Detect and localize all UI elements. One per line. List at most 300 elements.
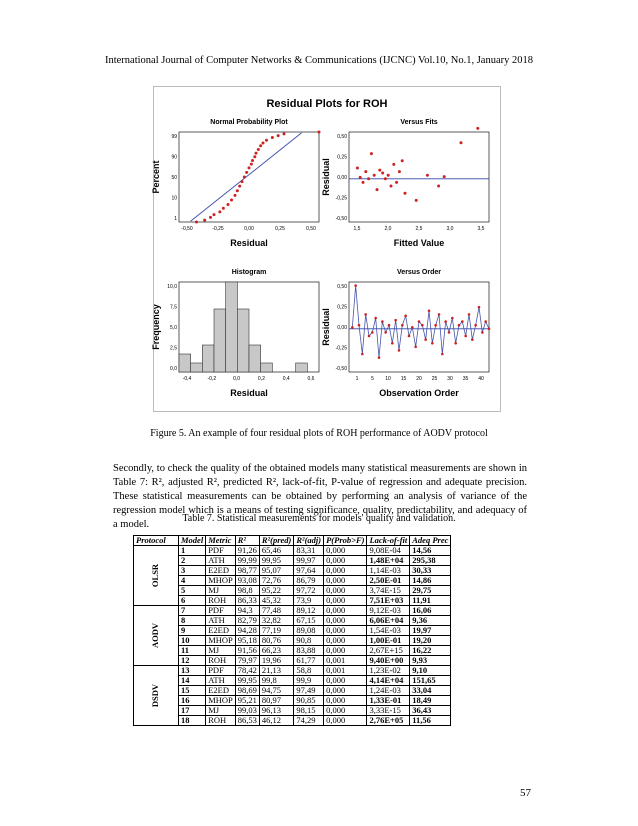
data-point: [222, 207, 225, 210]
table-cell: 16,22: [410, 646, 451, 656]
table-cell: 0,000: [324, 716, 367, 726]
table-cell: 16: [179, 696, 206, 706]
table-row: [134, 616, 451, 626]
table-cell: 0,000: [324, 686, 367, 696]
table-cell: 93,08: [235, 576, 259, 586]
data-point: [438, 313, 441, 316]
table-cell: 83,88: [294, 646, 324, 656]
data-point: [248, 166, 251, 169]
table-cell: ATH: [206, 616, 236, 626]
table-cell: 96,13: [259, 706, 293, 716]
table-cell: 99,03: [235, 706, 259, 716]
table-cell: 9: [179, 626, 206, 636]
tick-label-x: 3,0: [446, 226, 454, 232]
data-point: [411, 326, 414, 329]
table-row: [134, 716, 451, 726]
histogram-bar: [191, 363, 203, 372]
tick-label-x: 0,6: [307, 376, 315, 382]
tick-label-y: -0,25: [335, 345, 347, 352]
table-header-cell: P(Prob>F): [324, 536, 367, 546]
data-point: [398, 349, 401, 352]
table-cell: 61,77: [294, 656, 324, 666]
table-cell: 5: [179, 586, 206, 596]
table-cell: 98,8: [235, 586, 259, 596]
histogram-bar: [202, 345, 214, 372]
data-point: [262, 142, 265, 145]
tick-label-x: -0,50: [181, 226, 193, 232]
journal-header: International Journal of Computer Networks & Communications (IJCNC) Vol.10, No.1, January 2018: [104, 55, 534, 66]
data-point: [415, 199, 418, 202]
data-point: [391, 342, 394, 345]
panel-frame: [349, 282, 489, 372]
data-point: [354, 284, 357, 287]
data-point: [257, 148, 260, 151]
table-cell: 89,12: [294, 606, 324, 616]
tick-label-y: 5,0: [170, 325, 177, 331]
histogram-bar: [261, 363, 273, 372]
tick-label-x: 15: [400, 376, 407, 382]
tick-label-y: -0,25: [335, 195, 347, 202]
table-cell: 1: [179, 546, 206, 556]
table-cell: 80,76: [259, 636, 293, 646]
table-cell: MHOP: [206, 636, 236, 646]
table-cell: 97,64: [294, 566, 324, 576]
table-header-row: [134, 536, 451, 546]
tick-label-x: 0,4: [282, 376, 290, 382]
data-point: [388, 324, 391, 327]
table-cell: 86,79: [294, 576, 324, 586]
table-cell: E2ED: [206, 626, 236, 636]
table-cell: 0,000: [324, 676, 367, 686]
data-point: [238, 185, 241, 188]
table-cell: 11: [179, 646, 206, 656]
table-cell: 15: [179, 686, 206, 696]
table-cell: 19,97: [410, 626, 451, 636]
data-point: [378, 356, 381, 359]
table-cell: 79,97: [235, 656, 259, 666]
table-row: [134, 566, 451, 576]
data-point: [387, 174, 390, 177]
table-cell: 9,10: [410, 666, 451, 676]
table-cell: ROH: [206, 596, 236, 606]
tick-label-x: 3,5: [477, 226, 485, 232]
data-point: [218, 210, 221, 213]
tick-label-x: 2,5: [415, 226, 423, 232]
table-row: [134, 666, 451, 676]
table-cell: 36,43: [410, 706, 451, 716]
table-cell: MJ: [206, 586, 236, 596]
table-cell: 2,50E-01: [367, 576, 410, 586]
data-point: [448, 331, 451, 334]
data-point: [441, 353, 444, 356]
data-point: [401, 159, 404, 162]
table-header-cell: R²(adj): [294, 536, 324, 546]
table-container: [133, 535, 451, 726]
data-point: [431, 342, 434, 345]
tick-label-x: 30: [447, 376, 453, 382]
data-point: [241, 180, 244, 183]
data-point: [203, 219, 206, 222]
data-point: [478, 306, 481, 309]
tick-label-x: 25: [431, 376, 438, 382]
data-point: [230, 198, 233, 201]
table-cell: MHOP: [206, 696, 236, 706]
tick-label-y: 0,50: [337, 284, 347, 290]
table-row: [134, 706, 451, 716]
data-point: [384, 177, 387, 180]
table-cell: 98,77: [235, 566, 259, 576]
tick-label-x: -0,2: [207, 376, 217, 382]
tick-label-x: 0,25: [275, 226, 285, 232]
table-cell: 99,9: [294, 676, 324, 686]
data-point: [414, 346, 417, 349]
table-cell: 9,12E-03: [367, 606, 410, 616]
panel-title: Histogram: [231, 269, 267, 276]
data-point: [367, 177, 370, 180]
data-point: [401, 324, 404, 327]
table-cell: 99,8: [259, 676, 293, 686]
table-cell: 86,33: [235, 596, 259, 606]
table-cell: 80,97: [259, 696, 293, 706]
panel-title: Versus Fits: [400, 119, 438, 126]
tick-label-y: 0,50: [337, 134, 347, 140]
table-cell: 0,000: [324, 606, 367, 616]
table-row: [134, 556, 451, 566]
tick-label-x: 2,0: [384, 226, 392, 232]
table-cell: 91,26: [235, 546, 259, 556]
data-point: [213, 213, 216, 216]
table-cell: 74,29: [294, 716, 324, 726]
table-row: [134, 646, 451, 656]
data-point: [434, 324, 437, 327]
table-cell: 3,33E-15: [367, 706, 410, 716]
axis-xlabel: Residual: [230, 388, 268, 398]
table-cell: E2ED: [206, 686, 236, 696]
table-cell: PDF: [206, 546, 236, 556]
table-cell: 83,31: [294, 546, 324, 556]
data-point: [364, 170, 367, 173]
table-cell: 1,00E-01: [367, 636, 410, 646]
table-cell: MJ: [206, 706, 236, 716]
table-cell: 7: [179, 606, 206, 616]
figure-main-title: Residual Plots for ROH: [266, 98, 388, 110]
table-cell: 1,23E-02: [367, 666, 410, 676]
tick-label-x: 0,00: [244, 226, 254, 232]
data-point: [209, 216, 212, 219]
data-point: [392, 163, 395, 166]
table-cell: E2ED: [206, 566, 236, 576]
tick-label-y: 90: [171, 154, 177, 161]
data-point: [283, 132, 286, 135]
table-cell: PDF: [206, 666, 236, 676]
data-point: [474, 324, 477, 327]
table-cell: 14,86: [410, 576, 451, 586]
table-cell: 151,65: [410, 676, 451, 686]
histogram-bar: [249, 345, 261, 372]
data-point: [371, 331, 374, 334]
data-point: [359, 176, 362, 179]
table-cell: 90,8: [294, 636, 324, 646]
data-point: [381, 320, 384, 323]
data-point: [351, 326, 354, 329]
data-point: [461, 320, 464, 323]
data-point: [437, 185, 440, 188]
data-point: [408, 335, 411, 338]
table-cell: 18,49: [410, 696, 451, 706]
protocol-cell: AODV: [134, 606, 179, 666]
table-cell: 30,33: [410, 566, 451, 576]
table-cell: PDF: [206, 606, 236, 616]
panel-frame: [179, 132, 319, 222]
histogram-bar: [179, 354, 191, 372]
tick-label-y: 10,0: [167, 284, 177, 290]
table-cell: 13: [179, 666, 206, 676]
data-point: [444, 320, 447, 323]
tick-label-y: 1: [174, 216, 177, 222]
protocol-cell: DSDV: [134, 666, 179, 726]
table-cell: 98,15: [294, 706, 324, 716]
table-row: [134, 696, 451, 706]
data-point: [250, 163, 253, 166]
table-cell: 1,48E+04: [367, 556, 410, 566]
data-point: [243, 176, 246, 179]
table-row: [134, 546, 451, 556]
data-point: [418, 320, 421, 323]
table-header-cell: R²: [235, 536, 259, 546]
table-cell: 78,42: [235, 666, 259, 676]
table-cell: 77,19: [259, 626, 293, 636]
stats-table: [133, 535, 451, 726]
table-cell: 1,33E-01: [367, 696, 410, 706]
table-row: [134, 676, 451, 686]
table-cell: 58,8: [294, 666, 324, 676]
histogram-bar: [214, 309, 226, 372]
data-point: [259, 144, 262, 147]
data-point: [195, 221, 198, 224]
table-cell: 99,99: [235, 556, 259, 566]
axis-xlabel: Fitted Value: [393, 238, 445, 248]
table-cell: 19,96: [259, 656, 293, 666]
axis-xlabel: Observation Order: [379, 388, 459, 398]
table-cell: 72,76: [259, 576, 293, 586]
tick-label-x: 40: [478, 376, 484, 382]
data-point: [484, 320, 487, 323]
panel-frame: [349, 132, 489, 222]
table-header-cell: Model: [179, 536, 206, 546]
table-row: [134, 636, 451, 646]
table-cell: 6,06E+04: [367, 616, 410, 626]
series-line: [352, 286, 489, 358]
table-cell: 99,95: [235, 676, 259, 686]
table-cell: 90,85: [294, 696, 324, 706]
data-point: [236, 189, 239, 192]
table-cell: 0,001: [324, 666, 367, 676]
data-point: [271, 136, 274, 139]
panel-title: Normal Probability Plot: [210, 119, 288, 126]
table-cell: 9,36: [410, 616, 451, 626]
data-point: [390, 185, 393, 188]
histogram-bar: [237, 309, 249, 372]
histogram-bar: [226, 282, 238, 372]
data-point: [358, 324, 361, 327]
table-cell: 95,22: [259, 586, 293, 596]
table-caption: Table 7. Statistical measurements for models' quality and validation.: [182, 513, 456, 524]
table-cell: 99,97: [294, 556, 324, 566]
data-point: [318, 131, 321, 134]
tick-label-y: 0,00: [337, 325, 347, 331]
table-cell: 16,06: [410, 606, 451, 616]
data-point: [374, 317, 377, 320]
table-cell: 295,38: [410, 556, 451, 566]
tick-label-y: 0,00: [337, 175, 347, 181]
table-cell: 95,21: [235, 696, 259, 706]
table-row: [134, 606, 451, 616]
table-cell: 14,56: [410, 546, 451, 556]
table-cell: 0,000: [324, 596, 367, 606]
fit-line: [191, 133, 302, 221]
table-cell: 45,32: [259, 596, 293, 606]
data-point: [381, 172, 384, 175]
table-cell: 67,15: [294, 616, 324, 626]
table-cell: 73,9: [294, 596, 324, 606]
data-point: [488, 328, 491, 331]
table-row: [134, 686, 451, 696]
axis-ylabel: Residual: [321, 158, 331, 196]
table-cell: 3,74E-15: [367, 586, 410, 596]
table-cell: 11,56: [410, 716, 451, 726]
data-point: [376, 188, 379, 191]
table-cell: ATH: [206, 556, 236, 566]
body-paragraph: Secondly, to check the quality of the obtained models many statistical measurements are shown in Table 7: R², adjusted R², predicted R², lack-of-fit, P-value of regression and adequate precision. These statistical measurements can be obtained by performing an analysis of variance of the regression model which is a means of testing significance, quality, predictability, and adequacy of a model.: [113, 463, 527, 530]
table-row: [134, 576, 451, 586]
data-point: [265, 139, 268, 142]
table-cell: 94,28: [235, 626, 259, 636]
data-point: [277, 134, 280, 137]
table-cell: 14: [179, 676, 206, 686]
table-cell: 9,93: [410, 656, 451, 666]
figure-caption: Figure 5. An example of four residual plots of ROH performance of AODV protocol: [150, 428, 488, 439]
data-point: [454, 342, 457, 345]
panel-title: Versus Order: [397, 269, 441, 276]
table-cell: 82,79: [235, 616, 259, 626]
table-cell: 9,40E+00: [367, 656, 410, 666]
tick-label-x: 1: [355, 376, 359, 382]
tick-label-x: 0,2: [257, 376, 265, 382]
data-point: [368, 335, 371, 338]
table-cell: 0,000: [324, 576, 367, 586]
table-row: [134, 596, 451, 606]
data-point: [451, 317, 454, 320]
data-point: [378, 169, 381, 172]
data-point: [362, 181, 365, 184]
tick-label-x: 10: [385, 376, 391, 382]
table-cell: 0,000: [324, 586, 367, 596]
data-point: [253, 155, 256, 158]
histogram-bar: [296, 363, 308, 372]
data-point: [364, 313, 367, 316]
table-cell: 17: [179, 706, 206, 716]
table-cell: 1,14E-03: [367, 566, 410, 576]
data-point: [426, 174, 429, 177]
data-point: [384, 331, 387, 334]
tick-label-y: 99: [171, 134, 177, 140]
table-cell: 18: [179, 716, 206, 726]
table-cell: 4,14E+04: [367, 676, 410, 686]
table-cell: MHOP: [206, 576, 236, 586]
table-header-cell: Lack-of-fit: [367, 536, 410, 546]
data-point: [227, 203, 230, 206]
table-header-cell: Metric: [206, 536, 236, 546]
data-point: [361, 353, 364, 356]
tick-label-x: 0,50: [306, 226, 316, 232]
table-cell: 29,75: [410, 586, 451, 596]
data-point: [373, 174, 376, 177]
table-cell: 0,001: [324, 656, 367, 666]
tick-label-x: 20: [416, 376, 422, 382]
table-cell: 89,08: [294, 626, 324, 636]
table-cell: 3: [179, 566, 206, 576]
table-cell: 0,000: [324, 626, 367, 636]
data-point: [471, 338, 474, 341]
page-number: 57: [520, 787, 531, 799]
table-cell: 86,53: [235, 716, 259, 726]
table-cell: 0,000: [324, 696, 367, 706]
table-cell: 2,67E+15: [367, 646, 410, 656]
tick-label-y: 0,25: [337, 304, 347, 311]
table-cell: 97,72: [294, 586, 324, 596]
tick-label-y: 0,0: [170, 366, 177, 372]
residual-plots-svg: [151, 87, 500, 411]
table-header-cell: Adeq Prec: [410, 536, 451, 546]
tick-label-y: 0,25: [337, 154, 347, 161]
table-cell: 94,3: [235, 606, 259, 616]
table-cell: 2: [179, 556, 206, 566]
table-cell: ROH: [206, 656, 236, 666]
table-row: [134, 656, 451, 666]
protocol-cell: OLSR: [134, 546, 179, 606]
table-row: [134, 626, 451, 636]
table-cell: ROH: [206, 716, 236, 726]
table-cell: 2,76E+05: [367, 716, 410, 726]
table-cell: 8: [179, 616, 206, 626]
data-point: [255, 152, 258, 155]
table-cell: 97,49: [294, 686, 324, 696]
table-cell: 4: [179, 576, 206, 586]
table-cell: 10: [179, 636, 206, 646]
table-cell: 0,000: [324, 636, 367, 646]
residual-plots-figure: [153, 86, 501, 412]
table-cell: 46,12: [259, 716, 293, 726]
data-point: [404, 192, 407, 195]
table-cell: 77,48: [259, 606, 293, 616]
data-point: [464, 335, 467, 338]
tick-label-y: 10: [171, 195, 177, 202]
data-point: [234, 194, 237, 197]
axis-xlabel: Residual: [230, 238, 268, 248]
data-point: [443, 175, 446, 178]
table-cell: 21,13: [259, 666, 293, 676]
axis-ylabel: Residual: [321, 308, 331, 346]
table-cell: ATH: [206, 676, 236, 686]
data-point: [424, 338, 427, 341]
tick-label-x: 35: [462, 376, 469, 382]
table-cell: 95,07: [259, 566, 293, 576]
data-point: [394, 319, 397, 322]
tick-label-y: 50: [171, 175, 177, 181]
tick-label-x: 1,5: [353, 226, 361, 232]
table-cell: 98,69: [235, 686, 259, 696]
table-cell: 7,51E+03: [367, 596, 410, 606]
